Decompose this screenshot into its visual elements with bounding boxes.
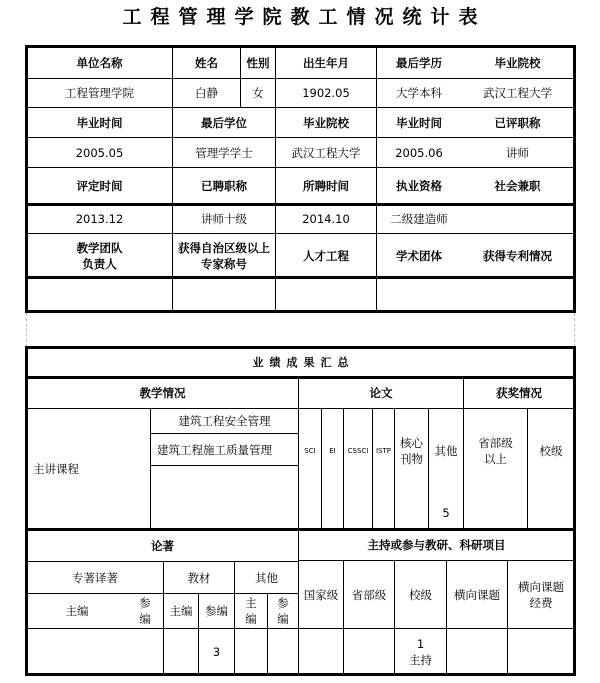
paper-type-label: 核心 刊物 [400,436,423,466]
group-other: 其他 [234,561,299,594]
project-national: 国家级 [298,560,344,629]
paper-other [428,408,464,530]
count-textbook-chief [163,628,199,675]
header-academic-group [376,233,575,278]
page-margin-guide [574,313,575,347]
header-graduation-time: 毕业时间 [26,107,173,138]
value-academic-group [376,277,575,312]
value-title-group [376,137,575,168]
header-name: 姓名 [172,46,241,79]
value-evaluated-title: 讲师 [506,145,529,160]
project-school: 校级 [394,560,447,629]
value-graduate-school: 武汉工程大学 [483,86,552,100]
course-item: 建筑工程施工质量管理 [150,433,299,466]
table-border-bottom [25,310,576,313]
table-border-right [573,45,576,313]
paper-sci [298,408,322,530]
paper-count: 5 [442,506,450,520]
header-highest-degree: 最后学位 [172,107,276,138]
value-qualification-group [376,204,575,234]
header-appointed-title: 已聘职称 [172,167,276,205]
value-highest-education: 大学本科 [396,86,442,100]
paper-type-label: SCI [304,447,316,455]
value-talent-project [275,277,377,312]
publications-label: 论著 [26,529,299,562]
table-border-top [25,346,576,349]
role-chief-editor: 主 编 [234,593,268,629]
role-co-editor: 参 编 [267,593,299,629]
value-highest-degree: 管理学学士 [172,137,276,168]
value-gender: 女 [240,78,276,108]
value-evaluation-time: 2013.12 [26,204,173,234]
project-value: 1 主持 [394,628,447,675]
project-horizontal-funding: 横向课题 经费 [507,560,575,629]
header-evaluated-title: 已评职称 [494,115,541,130]
role-chief-editor: 主编 [163,593,199,629]
paper-type-label: EI [329,447,336,455]
value-degree-graduation-time: 2005.06 [395,145,443,160]
role-co-editor: 参编 [198,593,235,629]
table-border-bottom [25,673,576,676]
table-border-right [573,346,576,676]
value-appointed-title: 讲师十级 [172,204,276,234]
paper-type-label: 其他 [434,444,458,458]
value-expert-title [172,277,276,312]
award-level-label: 校级 [539,444,563,458]
page-title: 工程管理学院教工情况统计表 [122,6,487,28]
section-teaching: 教学情况 [26,377,299,409]
main-courses-label: 主讲课程 [26,408,151,530]
group-textbooks: 教材 [163,561,235,594]
paper-istp [372,408,395,530]
table-rule [25,203,576,206]
value-practice-qualification: 二级建造师 [390,212,448,226]
group-monographs: 专著译著 [26,561,164,594]
course-item: 建筑工程安全管理 [150,408,299,434]
project-value [298,628,344,675]
header-patents: 获得专利情况 [483,248,552,263]
header-expert-title: 获得自治区级以上 专家称号 [172,233,276,278]
page-margin-guide [26,313,27,347]
value-teaching-team-leader [26,277,173,312]
section-awards: 获奖情况 [463,377,575,409]
header-degree-school: 毕业院校 [275,107,377,138]
header-education-group [376,46,575,79]
project-value [343,628,395,675]
award-level-label: 省部级 以上 [478,436,513,466]
header-practice-qualification: 执业资格 [396,179,442,193]
project-horizontal: 横向课题 [446,560,508,629]
value-unit-name: 工程管理学院 [26,78,173,108]
table-border-left [25,346,28,676]
paper-core-journals [394,408,429,530]
section-papers: 论文 [298,377,464,409]
header-gender: 性别 [240,46,276,79]
header-title-group [376,107,575,138]
paper-cssci [343,408,373,530]
header-birth-date: 出生年月 [275,46,377,79]
table-border-top [25,45,576,48]
header-highest-education: 最后学历 [396,55,442,70]
value-education-group [376,78,575,108]
project-value [446,628,508,675]
project-provincial: 省部级 [343,560,395,629]
count-other-co [267,628,299,675]
table-rule [25,528,576,531]
header-social-positions: 社会兼职 [494,179,541,193]
value-degree-school: 武汉工程大学 [275,137,377,168]
header-evaluation-time: 评定时间 [26,167,173,205]
header-teaching-team-leader: 教学团队 负责人 [26,233,173,278]
project-value [507,628,575,675]
role-co-editor: 参编 [139,596,151,626]
course-item [150,465,299,530]
monograph-roles [26,593,164,629]
value-birth-date: 1902.05 [275,78,377,108]
value-graduation-time: 2005.05 [26,137,173,168]
count-monographs [26,628,164,675]
value-appointment-time: 2014.10 [275,204,377,234]
role-chief-editor: 主编 [65,604,89,618]
award-school [527,408,575,530]
count-textbook-co: 3 [198,628,235,675]
header-unit-name: 单位名称 [26,46,173,79]
award-provincial [463,408,528,530]
header-talent-project: 人才工程 [275,233,377,278]
table-rule [25,376,576,379]
paper-ei [321,408,344,530]
summary-title: 业绩成果汇总 [26,347,575,378]
table-rule [25,276,576,279]
table-border-left [25,45,28,313]
header-academic-society: 学术团体 [396,248,442,263]
paper-type-label: CSSCI [347,447,369,455]
header-appointment-time: 所聘时间 [275,167,377,205]
projects-label: 主持或参与教研、科研项目 [298,529,575,561]
header-degree-graduation-time: 毕业时间 [396,115,442,130]
header-qualification-group [376,167,575,205]
paper-type-label: ISTP [375,447,391,455]
value-name: 白静 [172,78,241,108]
count-other-chief [234,628,268,675]
header-graduate-school: 毕业院校 [494,55,541,70]
